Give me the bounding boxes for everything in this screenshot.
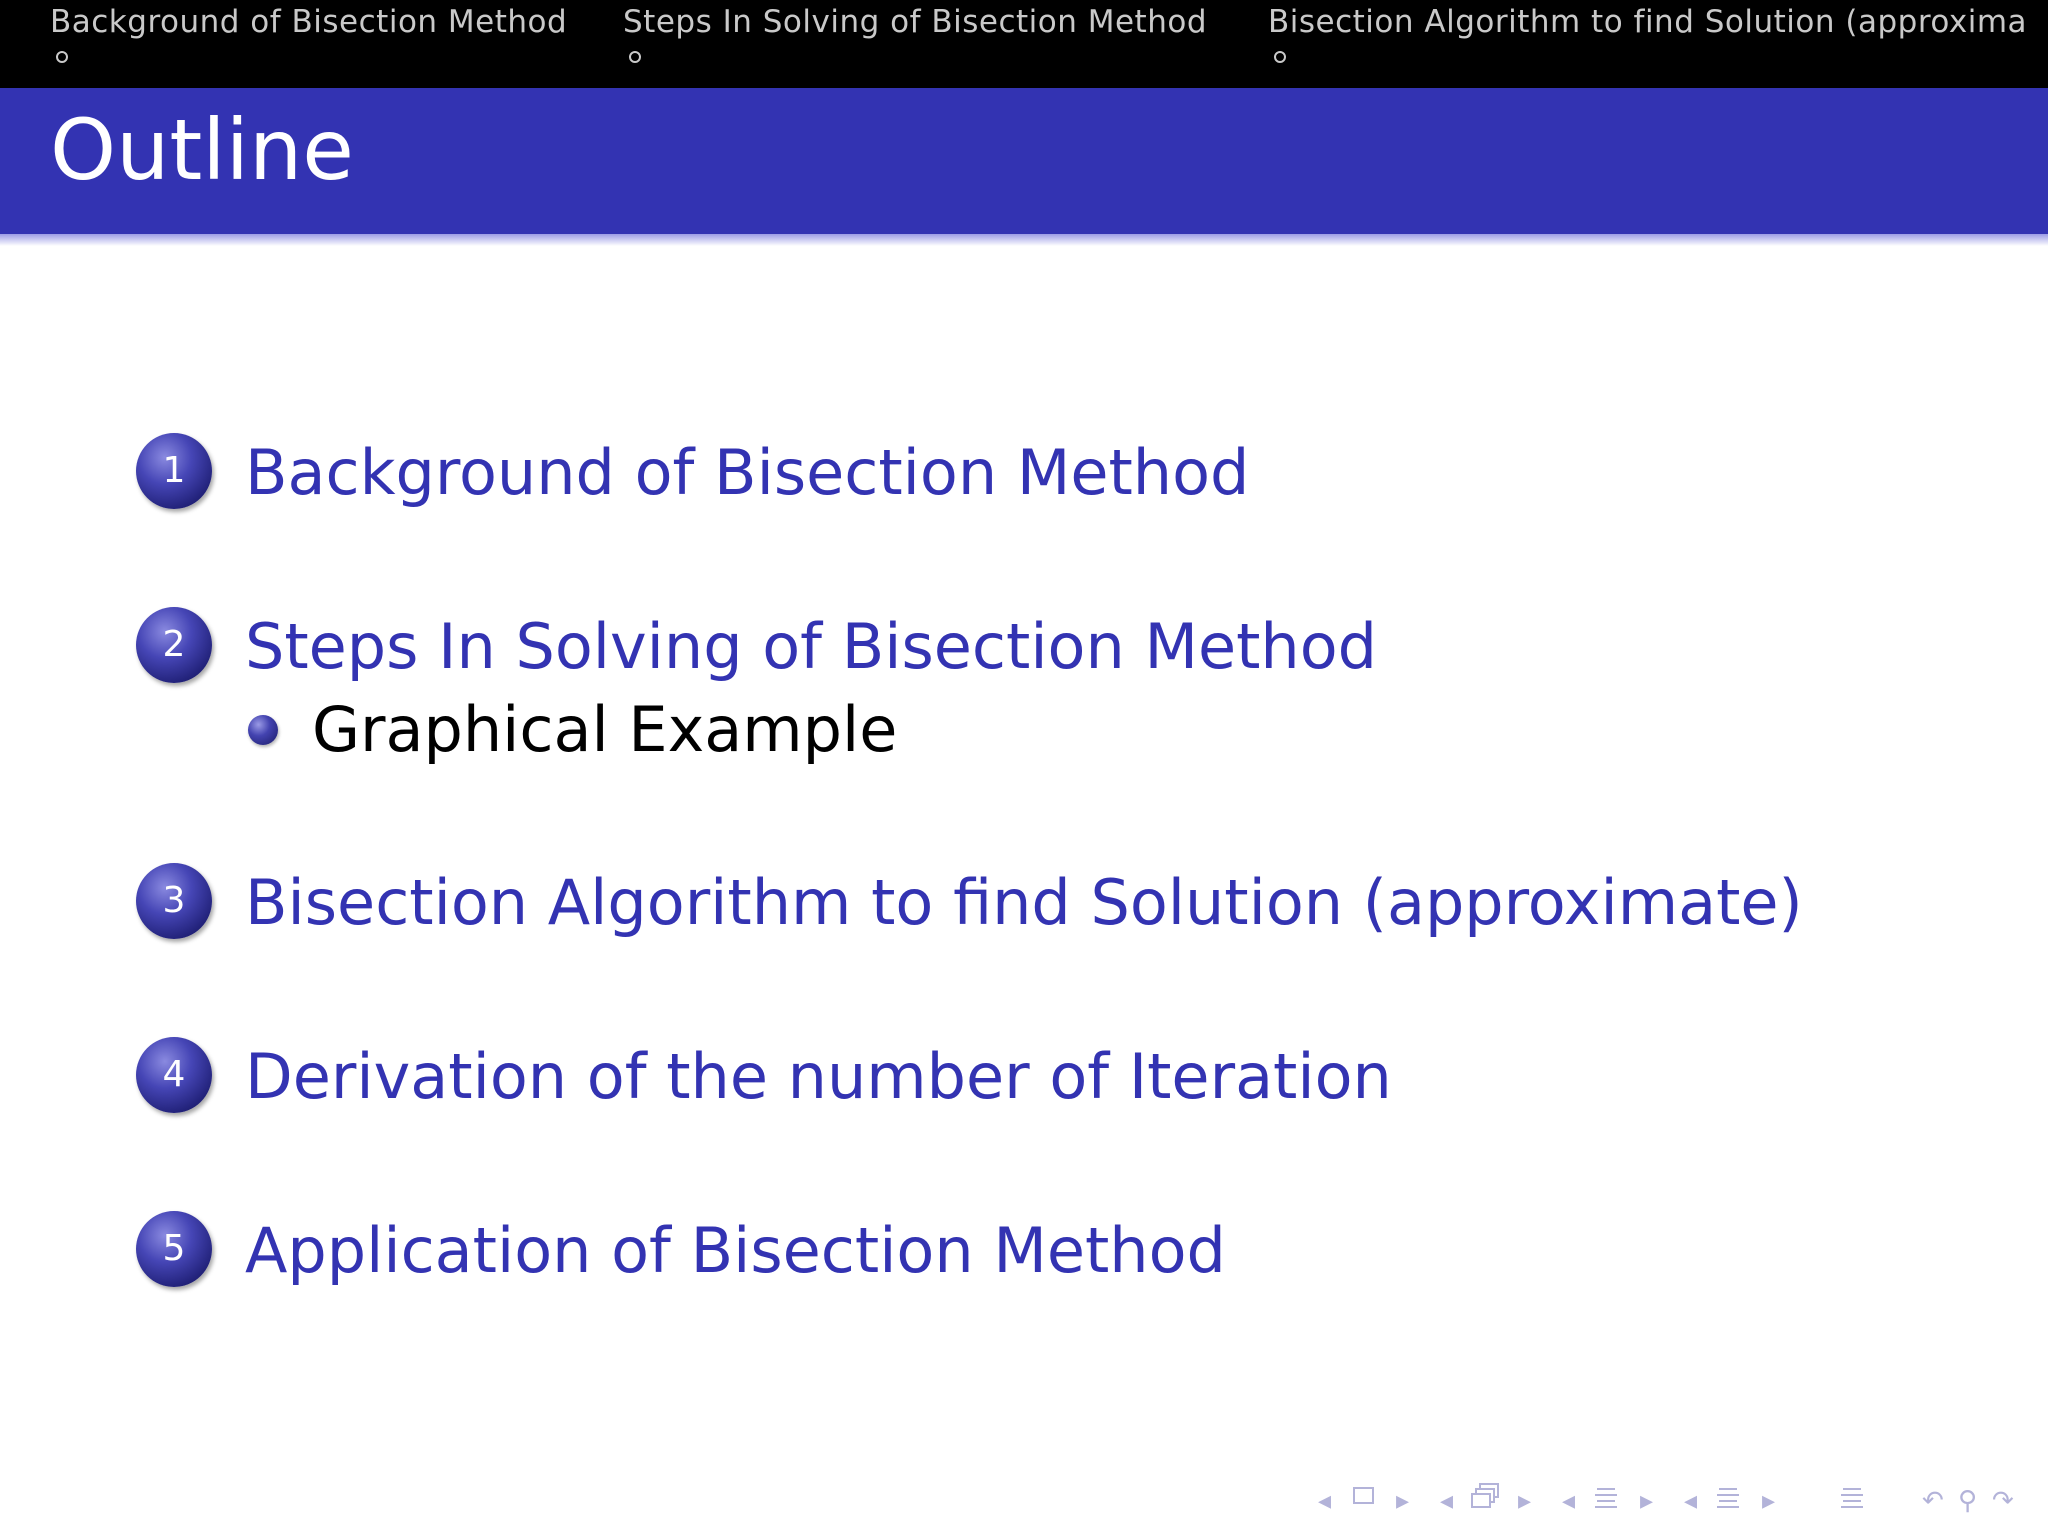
document-next-arrow-icon[interactable]: ▸: [1762, 1486, 1776, 1516]
subsection-icon[interactable]: [1470, 1482, 1504, 1519]
section-number-ball: 5: [136, 1211, 212, 1287]
section-prev-arrow-icon[interactable]: ◂: [1562, 1486, 1576, 1516]
nav-section-label[interactable]: Steps In Solving of Bisection Method: [623, 4, 1208, 40]
toc-icon[interactable]: [1838, 1483, 1866, 1518]
toc-section-link[interactable]: Application of Bisection Method: [245, 1214, 1226, 1287]
section-next-arrow-icon[interactable]: ▸: [1640, 1486, 1654, 1516]
section-number-ball: 3: [136, 863, 212, 939]
document-prev-arrow-icon[interactable]: ◂: [1684, 1486, 1698, 1516]
toc-section-link[interactable]: Background of Bisection Method: [245, 436, 1250, 509]
toc-subsection-link[interactable]: Graphical Example: [312, 693, 898, 766]
section-icon[interactable]: [1592, 1483, 1620, 1518]
nav-section-label[interactable]: Background of Bisection Method: [50, 4, 568, 40]
document-icon[interactable]: [1714, 1483, 1742, 1518]
navigation-symbols: [0, 1480, 2048, 1524]
section-number-ball: 1: [136, 433, 212, 509]
section-number-ball: 4: [136, 1037, 212, 1113]
undo-icon[interactable]: ↶: [1922, 1486, 1944, 1516]
subsection-prev-arrow-icon[interactable]: ◂: [1440, 1486, 1454, 1516]
frame-next-arrow-icon[interactable]: ▸: [1396, 1486, 1410, 1516]
nav-section-label[interactable]: Bisection Algorithm to find Solution (approxima: [1268, 4, 2028, 40]
bullet-icon: [248, 715, 278, 745]
frame-title: Outline: [50, 101, 354, 199]
subsection-next-arrow-icon[interactable]: ▸: [1518, 1486, 1532, 1516]
frame-icon[interactable]: [1352, 1484, 1376, 1514]
toc-section-link[interactable]: Bisection Algorithm to find Solution (approximate): [245, 866, 1803, 939]
toc-section-link[interactable]: Steps In Solving of Bisection Method: [245, 610, 1378, 683]
redo-icon[interactable]: ↷: [1992, 1486, 2014, 1516]
frame-prev-arrow-icon[interactable]: ◂: [1318, 1486, 1332, 1516]
search-icon[interactable]: ⚲: [1958, 1486, 1978, 1516]
section-number-ball: 2: [136, 607, 212, 683]
toc-section-link[interactable]: Derivation of the number of Iteration: [245, 1040, 1392, 1113]
